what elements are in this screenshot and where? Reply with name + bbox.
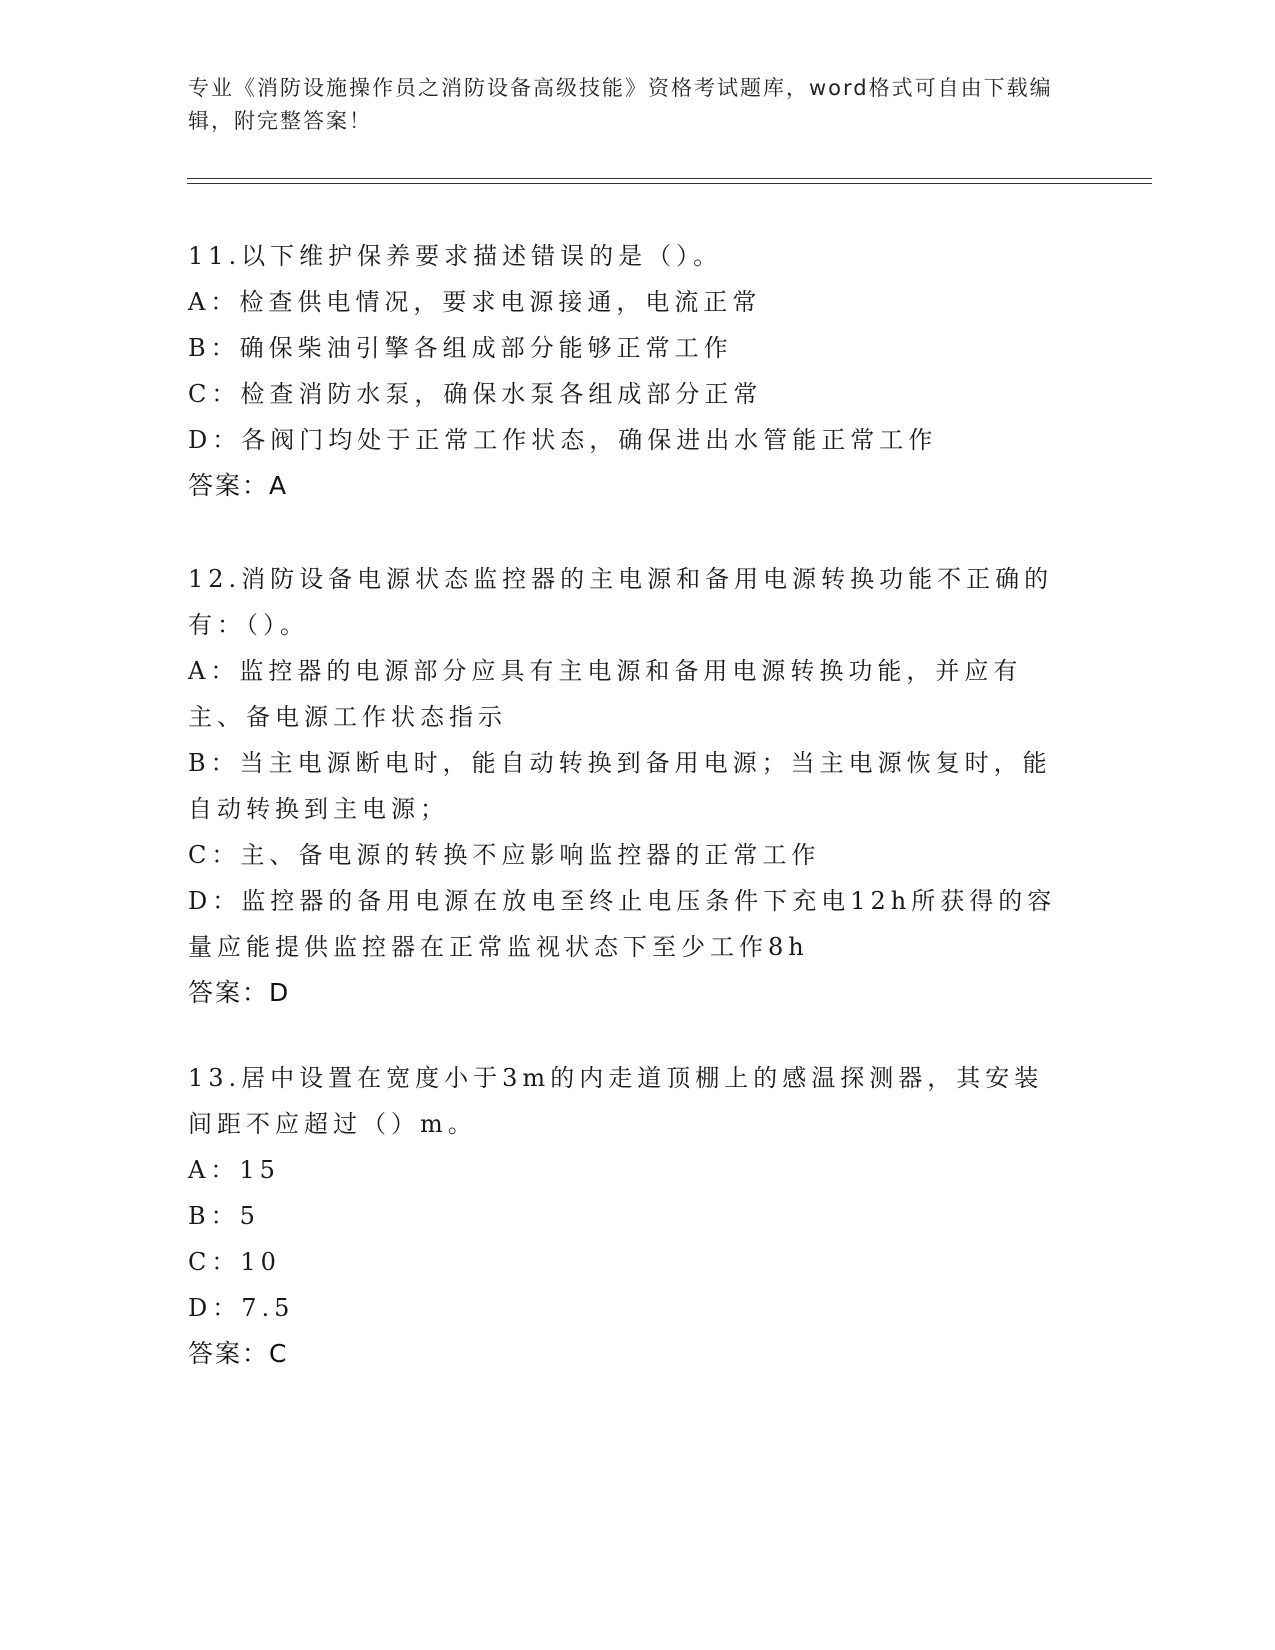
- question-11: [188, 233, 1068, 509]
- option-a: A：监控器的电源部分应具有主电源和备用电源转换功能，并应有主、备电源工作状态指示: [188, 657, 1023, 731]
- option-a: A：检查供电情况，要求电源接通，电流正常: [188, 288, 762, 316]
- option-d: D：各阀门均处于正常工作状态，确保进出水管能正常工作: [188, 426, 938, 454]
- header-divider-top: [187, 178, 1152, 179]
- option-b: B：5: [188, 1202, 260, 1230]
- option-d: D：监控器的备用电源在放电至终止电压条件下充电12h所获得的容量应能提供监控器在正常监视状态下至少工作8h: [188, 887, 1057, 961]
- answer-line: 答案：C: [188, 1339, 289, 1368]
- option-c: C：10: [188, 1248, 281, 1276]
- question-12: [188, 556, 1068, 1016]
- question-stem: 12.消防设备电源状态监控器的主电源和备用电源转换功能不正确的有：（）。: [188, 565, 1054, 639]
- header-divider-bottom: [187, 183, 1152, 184]
- option-c: C：主、备电源的转换不应影响监控器的正常工作: [188, 841, 821, 869]
- option-d: D：7.5: [188, 1294, 295, 1322]
- option-a: A：15: [188, 1156, 280, 1184]
- question-stem: 13.居中设置在宽度小于3m的内走道顶棚上的感温探测器，其安装间距不应超过（）m。: [188, 1064, 1044, 1138]
- question-13: [188, 1055, 1068, 1377]
- option-b: B：确保柴油引擎各组成部分能够正常工作: [188, 334, 733, 362]
- answer-line: 答案：A: [188, 471, 289, 500]
- document-header: 专业《消防设施操作员之消防设备高级技能》资格考试题库，word格式可自由下载编辑，附完整答案！: [188, 76, 1053, 133]
- question-stem: 11.以下维护保养要求描述错误的是（）。: [188, 242, 723, 270]
- option-b: B：当主电源断电时，能自动转换到备用电源；当主电源恢复时，能自动转换到主电源；: [188, 749, 1052, 823]
- option-c: C：检查消防水泵，确保水泵各组成部分正常: [188, 380, 763, 408]
- answer-line: 答案：D: [188, 978, 291, 1007]
